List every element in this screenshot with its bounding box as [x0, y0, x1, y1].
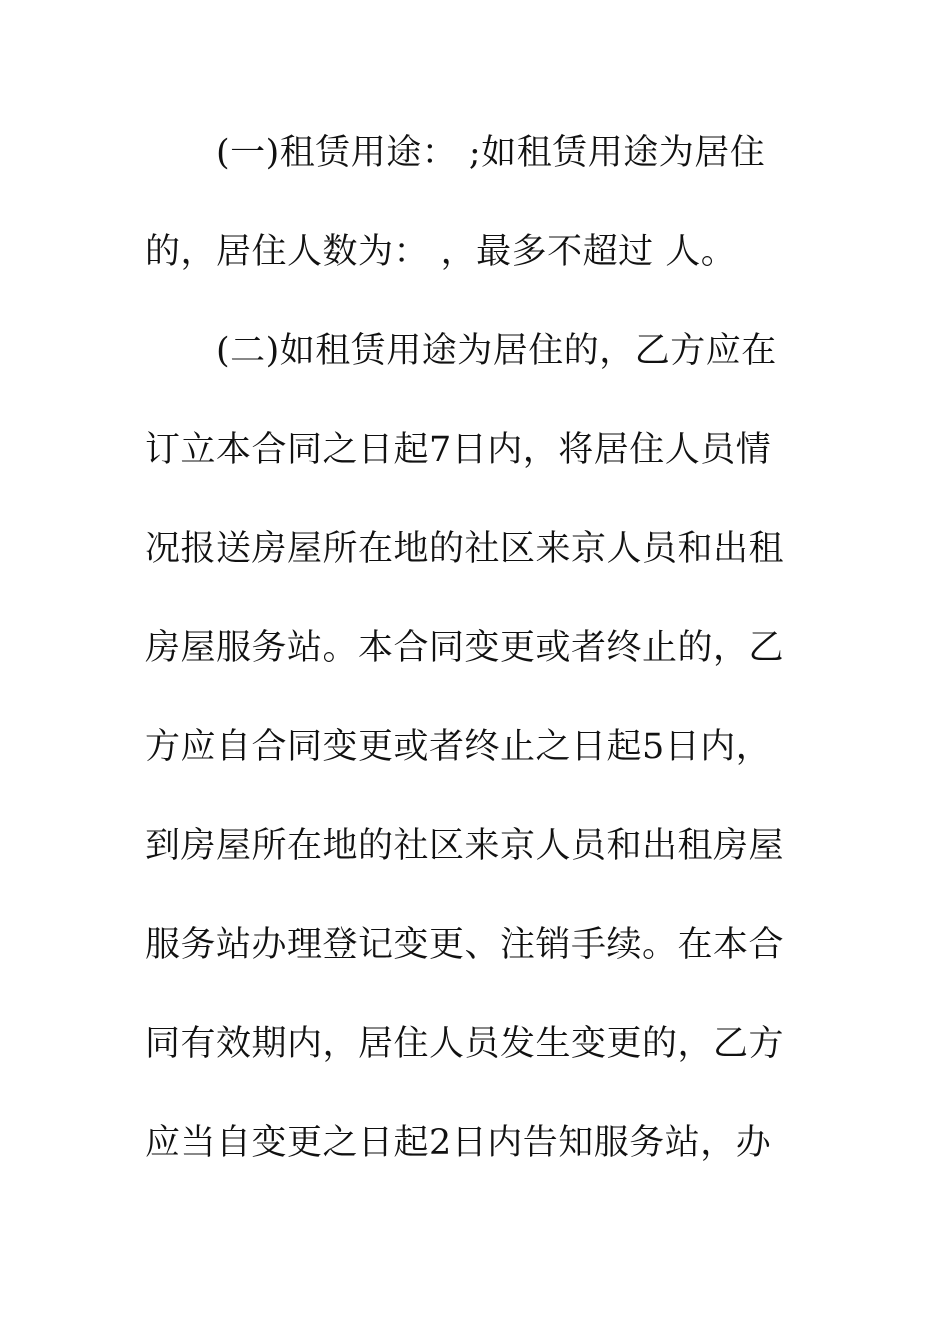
paragraph-1-line-1: (一)租赁用途： ;如租赁用途为居住	[216, 133, 766, 173]
paragraph-2-line-2: 订立本合同之日起7日内，将居住人员情	[145, 430, 772, 470]
paragraph-2-line-8: 同有效期内，居住人员发生变更的，乙方	[145, 1024, 785, 1064]
paragraph-2-line-3: 况报送房屋所在地的社区来京人员和出租	[145, 529, 785, 569]
paragraph-1-line-2: 的，居住人数为： ，最多不超过 人。	[145, 232, 737, 272]
paragraph-2-line-7: 服务站办理登记变更、注销手续。在本合	[145, 925, 785, 965]
paragraph-2-line-9: 应当自变更之日起2日内告知服务站，办	[145, 1123, 772, 1163]
paragraph-2-line-5: 方应自合同变更或者终止之日起5日内，	[145, 727, 772, 767]
paragraph-2-line-1: (二)如租赁用途为居住的，乙方应在	[216, 331, 777, 371]
paragraph-2-line-4: 房屋服务站。本合同变更或者终止的，乙	[145, 628, 785, 668]
paragraph-2-line-6: 到房屋所在地的社区来京人员和出租房屋	[145, 826, 785, 866]
